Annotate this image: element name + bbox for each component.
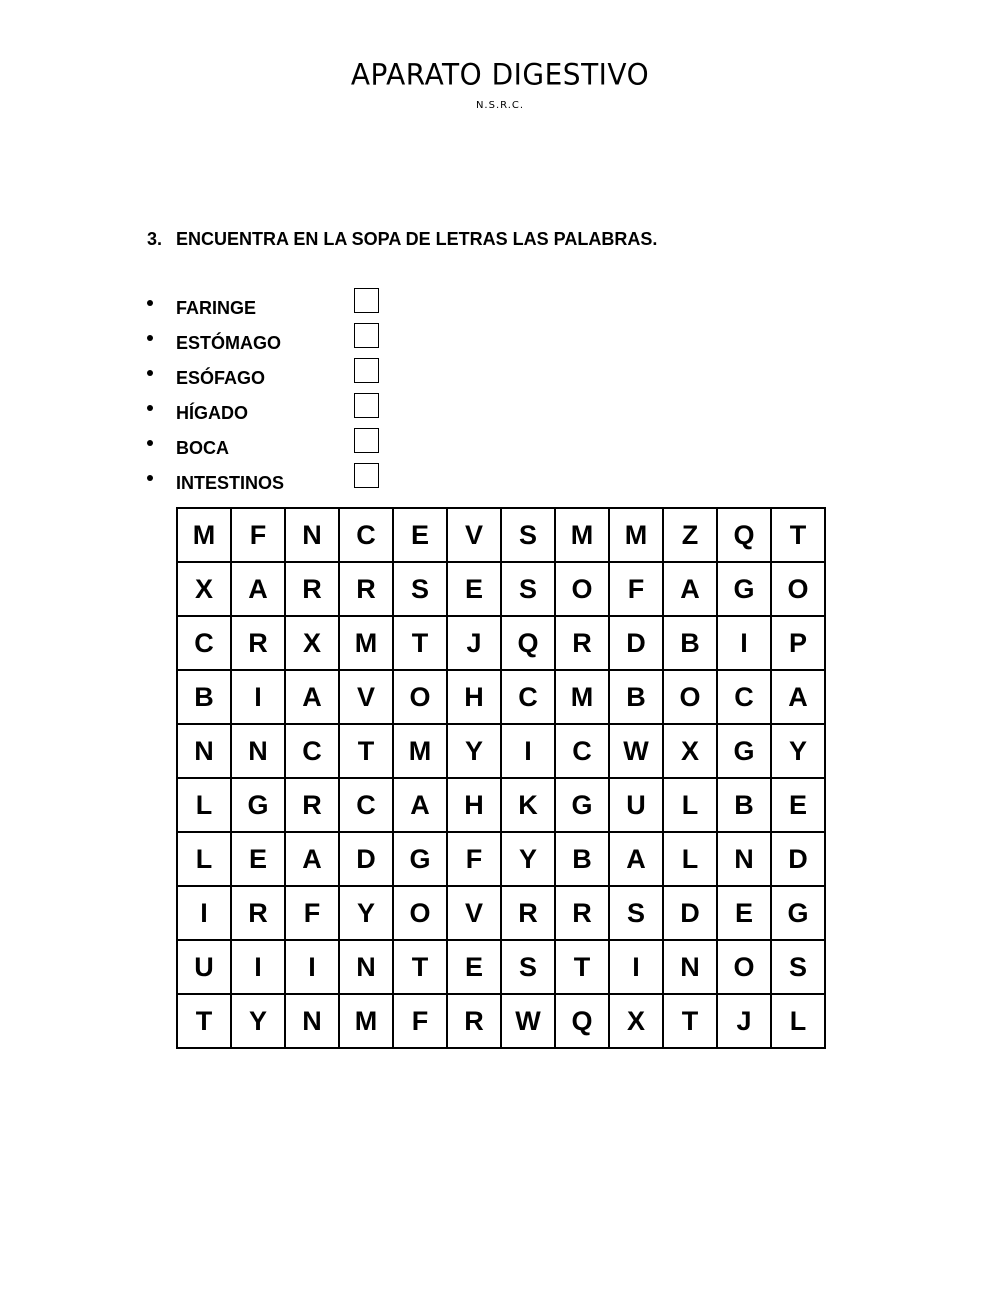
instruction [147, 229, 657, 250]
grid-cell[interactable]: V [447, 886, 501, 940]
grid-row [177, 778, 825, 832]
grid-cell[interactable]: A [663, 562, 717, 616]
grid-cell[interactable]: S [609, 886, 663, 940]
word-list-item [147, 391, 387, 426]
grid-cell[interactable]: L [177, 832, 231, 886]
grid-row [177, 994, 825, 1048]
grid-cell[interactable]: B [609, 670, 663, 724]
grid-cell[interactable]: T [339, 724, 393, 778]
grid-row [177, 616, 825, 670]
grid-cell[interactable]: R [285, 562, 339, 616]
grid-cell[interactable]: Q [555, 994, 609, 1048]
grid-cell[interactable]: Y [339, 886, 393, 940]
grid-cell[interactable]: A [285, 832, 339, 886]
grid-cell[interactable]: L [663, 778, 717, 832]
grid-cell[interactable]: S [771, 940, 825, 994]
word-label: INTESTINOS [176, 473, 285, 493]
grid-cell[interactable]: E [771, 778, 825, 832]
grid-cell[interactable]: O [771, 562, 825, 616]
word-list-item [147, 461, 387, 496]
grid-cell[interactable]: D [609, 616, 663, 670]
grid-cell[interactable]: C [717, 670, 771, 724]
word-label: BOCA [176, 438, 229, 458]
grid-cell[interactable]: X [609, 994, 663, 1048]
word-list-item [147, 426, 387, 461]
grid-cell[interactable]: X [285, 616, 339, 670]
bullet-icon [147, 370, 153, 376]
grid-row [177, 508, 825, 562]
grid-cell[interactable]: K [501, 778, 555, 832]
grid-cell[interactable]: B [663, 616, 717, 670]
word-checkbox[interactable] [354, 358, 379, 383]
grid-cell[interactable]: X [663, 724, 717, 778]
grid-cell[interactable]: C [177, 616, 231, 670]
grid-cell[interactable]: G [717, 562, 771, 616]
grid-cell[interactable]: S [501, 940, 555, 994]
grid-cell[interactable]: F [447, 832, 501, 886]
word-checkbox[interactable] [354, 428, 379, 453]
grid-cell[interactable]: S [501, 562, 555, 616]
grid-row [177, 724, 825, 778]
grid-cell[interactable]: C [555, 724, 609, 778]
grid-cell[interactable]: D [663, 886, 717, 940]
grid-cell[interactable]: R [231, 616, 285, 670]
grid-cell[interactable]: O [393, 886, 447, 940]
word-checkbox[interactable] [354, 323, 379, 348]
grid-cell[interactable]: Q [717, 508, 771, 562]
grid-cell[interactable]: L [177, 778, 231, 832]
grid-cell[interactable]: N [231, 724, 285, 778]
grid-cell[interactable]: E [447, 562, 501, 616]
grid-cell[interactable]: T [771, 508, 825, 562]
grid-cell[interactable]: B [555, 832, 609, 886]
word-label: HÍGADO [176, 403, 248, 423]
grid-cell[interactable]: G [717, 724, 771, 778]
grid-cell[interactable]: N [717, 832, 771, 886]
grid-cell[interactable]: R [555, 616, 609, 670]
grid-cell[interactable]: E [717, 886, 771, 940]
page-title: APARATO DIGESTIVO [350, 57, 650, 92]
grid-cell[interactable]: Y [501, 832, 555, 886]
grid-cell[interactable]: A [609, 832, 663, 886]
grid-cell[interactable]: Y [447, 724, 501, 778]
grid-cell[interactable]: H [447, 778, 501, 832]
grid-cell[interactable]: Q [501, 616, 555, 670]
grid-cell[interactable]: I [231, 940, 285, 994]
instruction-text: ENCUENTRA EN LA SOPA DE LETRAS LAS PALABRAS. [176, 229, 658, 249]
grid-cell[interactable]: M [555, 508, 609, 562]
grid-cell[interactable]: Y [771, 724, 825, 778]
grid-cell[interactable]: J [717, 994, 771, 1048]
grid-row [177, 832, 825, 886]
bullet-icon [147, 475, 153, 481]
grid-cell[interactable]: R [231, 886, 285, 940]
grid-cell[interactable]: U [609, 778, 663, 832]
grid-cell[interactable]: T [177, 994, 231, 1048]
grid-cell[interactable]: C [339, 778, 393, 832]
grid-cell[interactable]: P [771, 616, 825, 670]
grid-cell[interactable]: I [717, 616, 771, 670]
grid-cell[interactable]: R [339, 562, 393, 616]
grid-cell[interactable]: E [447, 940, 501, 994]
grid-row [177, 670, 825, 724]
grid-cell[interactable]: U [177, 940, 231, 994]
grid-cell[interactable]: M [177, 508, 231, 562]
grid-cell[interactable]: T [663, 994, 717, 1048]
grid-cell[interactable]: B [717, 778, 771, 832]
grid-cell[interactable]: T [393, 940, 447, 994]
grid-cell[interactable]: S [501, 508, 555, 562]
bullet-icon [147, 440, 153, 446]
grid-cell[interactable]: T [555, 940, 609, 994]
grid-cell[interactable]: V [339, 670, 393, 724]
grid-cell[interactable]: M [609, 508, 663, 562]
grid-cell[interactable]: B [177, 670, 231, 724]
grid-cell[interactable]: C [339, 508, 393, 562]
grid-cell[interactable]: L [771, 994, 825, 1048]
grid-cell[interactable]: F [393, 994, 447, 1048]
author-initials: N.S.R.C. [475, 100, 525, 111]
word-checkbox[interactable] [354, 393, 379, 418]
grid-cell[interactable]: C [501, 670, 555, 724]
word-label: ESÓFAGO [176, 368, 266, 388]
grid-cell[interactable]: N [663, 940, 717, 994]
word-list-item [147, 356, 387, 391]
word-search-grid [176, 507, 826, 1049]
grid-cell[interactable]: M [555, 670, 609, 724]
grid-cell[interactable]: O [555, 562, 609, 616]
grid-cell[interactable]: E [231, 832, 285, 886]
grid-row [177, 886, 825, 940]
grid-cell[interactable]: S [393, 562, 447, 616]
grid-cell[interactable]: R [555, 886, 609, 940]
grid-cell[interactable]: A [231, 562, 285, 616]
grid-cell[interactable]: X [177, 562, 231, 616]
grid-cell[interactable]: O [717, 940, 771, 994]
grid-cell[interactable]: M [393, 724, 447, 778]
grid-cell[interactable]: O [393, 670, 447, 724]
bullet-icon [147, 300, 153, 306]
grid-cell[interactable]: D [771, 832, 825, 886]
word-list [147, 286, 387, 496]
grid-cell[interactable]: L [663, 832, 717, 886]
grid-cell[interactable]: G [771, 886, 825, 940]
grid-cell[interactable]: R [501, 886, 555, 940]
word-label: ESTÓMAGO [176, 333, 282, 353]
grid-cell[interactable]: H [447, 670, 501, 724]
grid-cell[interactable]: J [447, 616, 501, 670]
grid-cell[interactable]: V [447, 508, 501, 562]
grid-cell[interactable]: R [447, 994, 501, 1048]
instruction-number: 3. [147, 229, 163, 249]
grid-cell[interactable]: A [393, 778, 447, 832]
grid-cell[interactable]: O [663, 670, 717, 724]
grid-row [177, 562, 825, 616]
grid-cell[interactable]: G [393, 832, 447, 886]
grid-cell[interactable]: Y [231, 994, 285, 1048]
grid-cell[interactable]: I [285, 940, 339, 994]
grid-cell[interactable]: E [393, 508, 447, 562]
grid-cell[interactable]: G [231, 778, 285, 832]
word-checkbox[interactable] [354, 463, 379, 488]
grid-cell[interactable]: F [285, 886, 339, 940]
grid-cell[interactable]: T [393, 616, 447, 670]
grid-cell[interactable]: W [609, 724, 663, 778]
grid-cell[interactable]: N [285, 508, 339, 562]
word-label: FARINGE [176, 298, 257, 318]
grid-cell[interactable]: M [339, 616, 393, 670]
grid-cell[interactable]: I [231, 670, 285, 724]
grid-row [177, 940, 825, 994]
grid-cell[interactable]: A [771, 670, 825, 724]
grid-cell[interactable]: N [339, 940, 393, 994]
grid-cell[interactable]: A [285, 670, 339, 724]
grid-cell[interactable]: I [609, 940, 663, 994]
grid-cell[interactable]: F [609, 562, 663, 616]
grid-cell[interactable]: W [501, 994, 555, 1048]
grid-cell[interactable]: M [339, 994, 393, 1048]
bullet-icon [147, 335, 153, 341]
word-list-item [147, 286, 387, 321]
grid-cell[interactable]: R [285, 778, 339, 832]
grid-cell[interactable]: G [555, 778, 609, 832]
grid-cell[interactable]: F [231, 508, 285, 562]
grid-cell[interactable]: D [339, 832, 393, 886]
bullet-icon [147, 405, 153, 411]
grid-cell[interactable]: Z [663, 508, 717, 562]
grid-cell[interactable]: N [285, 994, 339, 1048]
grid-cell[interactable]: N [177, 724, 231, 778]
grid-cell[interactable]: I [177, 886, 231, 940]
grid-cell[interactable]: C [285, 724, 339, 778]
word-checkbox[interactable] [354, 288, 379, 313]
grid-cell[interactable]: I [501, 724, 555, 778]
word-list-item [147, 321, 387, 356]
